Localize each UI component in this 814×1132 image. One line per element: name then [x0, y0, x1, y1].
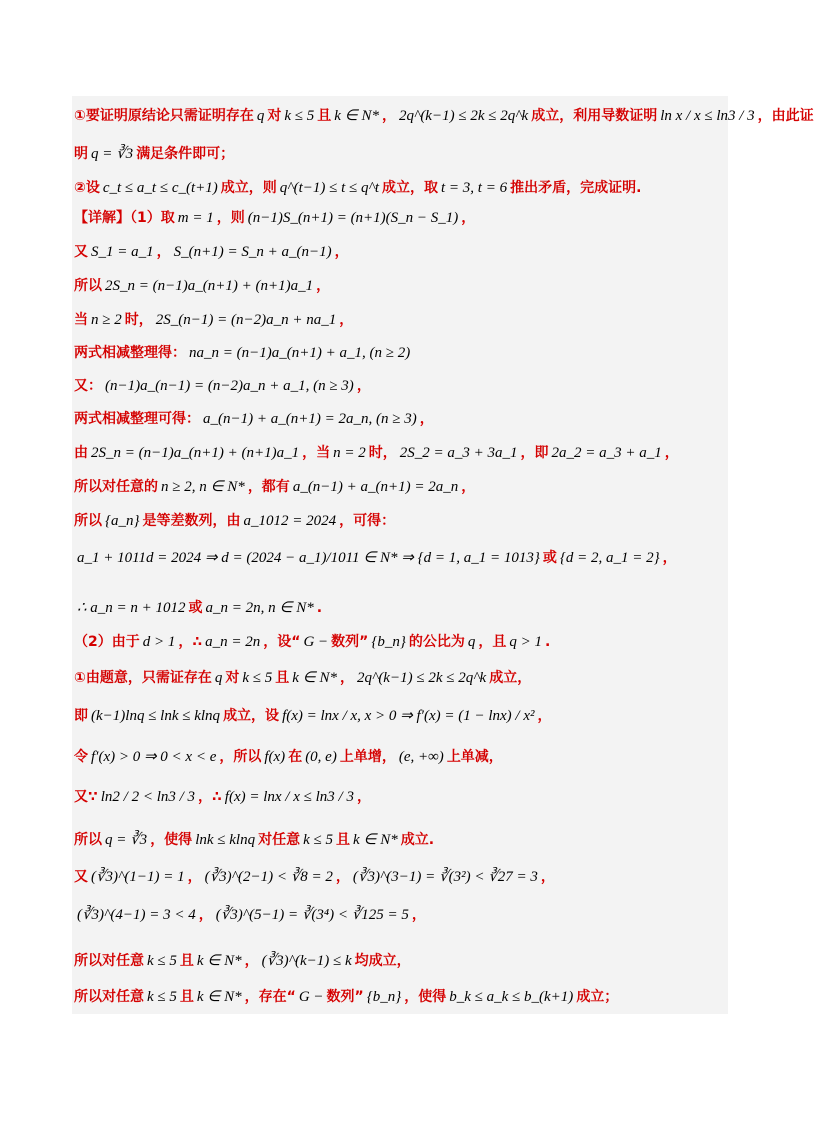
math-segment: k ≤ 5: [303, 832, 333, 848]
text-segment: ，: [339, 312, 354, 328]
text-segment: ，使得: [404, 989, 447, 1005]
math-segment: k ∈ N*: [292, 670, 337, 686]
math-segment: {a_n}: [105, 513, 140, 529]
text-segment: ，所以: [219, 749, 262, 765]
math-segment: q = ∛3: [105, 832, 148, 848]
text-segment: ，存在“: [244, 989, 296, 1005]
solution-line: [74, 376, 371, 396]
solution-line: [74, 867, 555, 887]
solution-line: [74, 343, 413, 363]
text-segment: 时，: [124, 312, 153, 328]
text-segment: 且: [317, 108, 332, 124]
math-segment: f(x) = lnx / x, x > 0 ⇒ f′(x) = (1 − lnx) / x²: [282, 708, 535, 724]
math-segment: f′(x) > 0 ⇒ 0 < x < e: [91, 749, 217, 765]
math-segment: (∛3)^(k−1) ≤ k: [261, 953, 352, 969]
text-segment: 是等差数列，由: [142, 513, 241, 529]
text-segment: 上单减，: [446, 749, 503, 765]
math-segment: q: [467, 634, 476, 650]
solution-line: [74, 598, 322, 618]
text-segment: 两式相减整理可得：: [74, 411, 200, 427]
text-segment: 成立，利用导数证明: [531, 108, 658, 124]
text-segment: ，: [540, 869, 555, 885]
math-segment: G −: [298, 989, 324, 1005]
math-segment: (k−1)lnq ≤ lnk ≤ klnq: [91, 708, 221, 724]
text-segment: ，: [334, 244, 349, 260]
math-segment: k ∈ N*: [196, 953, 242, 969]
text-segment: ，: [356, 378, 371, 394]
math-segment: a_1 + 1011d = 2024 ⇒ d = (2024 − a_1)/1011 ∈ N* ⇒ {d = 1, a_1 = 1013}: [77, 550, 540, 566]
solution-line: [74, 409, 434, 429]
text-segment: 由: [74, 445, 88, 461]
solution-line: [74, 310, 353, 330]
solution-line: [74, 144, 234, 164]
math-segment: b_k ≤ a_k ≤ b_(k+1): [449, 989, 574, 1005]
solution-line: [74, 987, 618, 1007]
math-segment: q: [256, 108, 265, 124]
math-segment: G −: [303, 634, 329, 650]
solution-line: [74, 548, 677, 568]
text-segment: 满足条件即可；: [136, 146, 235, 162]
math-segment: k ≤ 5: [147, 989, 177, 1005]
math-segment: 2S_n = (n−1)a_(n+1) + (n+1)a_1: [105, 278, 314, 294]
math-segment: a_1012 = 2024: [243, 513, 337, 529]
text-segment: 成立，设: [223, 708, 280, 724]
text-segment: ，∴: [178, 634, 203, 650]
text-segment: 且: [335, 832, 350, 848]
math-segment: a_(n−1) + a_(n+1) = 2a_n, (n ≥ 3): [203, 411, 417, 427]
math-segment: lnk ≤ klnq: [195, 832, 256, 848]
math-segment: q^(t−1) ≤ t ≤ q^t: [279, 180, 380, 196]
text-segment: 明: [74, 146, 88, 162]
math-segment: (n−1)a_(n−1) = (n−2)a_n + a_1, (n ≥ 3): [105, 378, 354, 394]
text-segment: 均成立，: [354, 953, 411, 969]
solution-line: [74, 830, 434, 850]
text-segment: 又: [74, 244, 88, 260]
math-segment: m = 1: [177, 210, 214, 226]
text-segment: 数列”: [331, 634, 369, 650]
text-segment: 成立，: [489, 670, 532, 686]
text-segment: ，使得: [150, 832, 193, 848]
text-segment: ，即: [520, 445, 549, 461]
math-segment: f(x) = lnx / x ≤ ln3 / 3: [224, 789, 354, 805]
text-segment: ，: [339, 670, 354, 686]
math-segment: a_n = 2n: [205, 634, 261, 650]
math-segment: (∛3)^(2−1) < ∛8 = 2: [204, 869, 333, 885]
text-segment: ，: [244, 953, 259, 969]
math-segment: f(x): [264, 749, 286, 765]
math-segment: k ∈ N*: [334, 108, 379, 124]
text-segment: ，: [356, 789, 371, 805]
text-segment: ，: [662, 550, 677, 566]
text-segment: 成立.: [400, 832, 435, 848]
math-segment: 2S_2 = a_3 + 3a_1: [399, 445, 518, 461]
math-segment: (∛3)^(4−1) = 3 < 4: [77, 907, 196, 923]
text-segment: ，设“: [263, 634, 301, 650]
solution-line: [74, 951, 411, 971]
math-segment: 2a_2 = a_3 + a_1: [551, 445, 662, 461]
math-segment: a_(n−1) + a_(n+1) = 2a_n: [292, 479, 459, 495]
text-segment: .: [545, 634, 551, 650]
solution-line: [74, 208, 475, 228]
text-segment: 所以: [74, 278, 102, 294]
math-segment: (0, e): [305, 749, 337, 765]
text-segment: ，当: [302, 445, 331, 461]
text-segment: 令: [74, 749, 88, 765]
math-segment: {b_n}: [371, 634, 406, 650]
text-segment: 或: [188, 600, 203, 616]
math-segment: (n−1)S_(n+1) = (n+1)(S_n − S_1): [247, 210, 459, 226]
text-segment: ①由题意，只需证存在: [74, 670, 212, 686]
math-segment: n = 2: [333, 445, 366, 461]
text-segment: ，: [411, 907, 426, 923]
text-segment: ，: [381, 108, 396, 124]
math-segment: k ≤ 5: [147, 953, 177, 969]
solution-line: [74, 477, 475, 497]
math-segment: 2S_n = (n−1)a_(n+1) + (n+1)a_1: [91, 445, 300, 461]
text-segment: ，∴: [198, 789, 222, 805]
text-segment: 所以对任意: [74, 989, 144, 1005]
text-segment: ，: [316, 278, 331, 294]
text-segment: 且: [179, 953, 194, 969]
text-segment: 又: [74, 869, 88, 885]
text-segment: 当: [74, 312, 88, 328]
math-segment: d > 1: [142, 634, 176, 650]
text-segment: 又∵: [74, 789, 98, 805]
text-segment: 上单增，: [339, 749, 396, 765]
text-segment: .: [316, 600, 323, 616]
text-segment: ，都有: [247, 479, 290, 495]
math-segment: ln x / x ≤ ln3 / 3: [660, 108, 755, 124]
text-segment: 或: [542, 550, 557, 566]
solution-line: [74, 106, 814, 126]
text-segment: 成立；: [576, 989, 619, 1005]
text-segment: 【详解】（1）取: [74, 210, 175, 226]
math-segment: t = 3, t = 6: [441, 180, 508, 196]
text-segment: ，: [156, 244, 171, 260]
text-segment: ②设: [74, 180, 100, 196]
math-segment: S_1 = a_1: [91, 244, 154, 260]
math-segment: (e, +∞): [398, 749, 444, 765]
math-segment: {b_n}: [366, 989, 402, 1005]
math-segment: n ≥ 2, n ∈ N*: [161, 479, 245, 495]
text-segment: ，: [664, 445, 679, 461]
text-segment: ，则: [216, 210, 245, 226]
math-segment: 2S_(n−1) = (n−2)a_n + na_1: [155, 312, 337, 328]
text-segment: 两式相减整理得：: [74, 345, 186, 361]
text-segment: 成立，取: [382, 180, 439, 196]
solution-line: [74, 905, 426, 925]
solution-line: [74, 178, 641, 198]
text-segment: 所以对任意的: [74, 479, 158, 495]
text-segment: 数列”: [326, 989, 364, 1005]
math-segment: na_n = (n−1)a_(n+1) + a_1, (n ≥ 2): [189, 345, 411, 361]
text-segment: 所以对任意: [74, 953, 144, 969]
math-segment: k ∈ N*: [352, 832, 398, 848]
text-segment: 对任意: [258, 832, 301, 848]
math-segment: 2q^(k−1) ≤ 2k ≤ 2q^k: [398, 108, 529, 124]
math-segment: (∛3)^(3−1) = ∛(3²) < ∛27 = 3: [352, 869, 538, 885]
text-segment: 推出矛盾，完成证明.: [510, 180, 642, 196]
solution-line: [74, 632, 550, 652]
math-segment: a_n = 2n, n ∈ N*: [205, 600, 314, 616]
text-segment: 又：: [74, 378, 102, 394]
text-segment: ，: [335, 869, 350, 885]
text-segment: 成立，则: [220, 180, 277, 196]
solution-line: [74, 706, 551, 726]
text-segment: （2）由于: [74, 634, 140, 650]
text-segment: ，: [198, 907, 213, 923]
text-segment: 所以: [74, 513, 102, 529]
text-segment: ，: [461, 210, 476, 226]
math-segment: q = ∛3: [91, 146, 134, 162]
math-segment: q > 1: [509, 634, 542, 650]
text-segment: 时，: [368, 445, 397, 461]
solution-line: [74, 276, 330, 296]
math-segment: (∛3)^(1−1) = 1: [91, 869, 185, 885]
text-segment: ，由此证: [757, 108, 814, 124]
text-segment: ，且: [478, 634, 507, 650]
text-segment: ，可得：: [339, 513, 396, 529]
math-segment: 2q^(k−1) ≤ 2k ≤ 2q^k: [356, 670, 487, 686]
solution-line: [74, 787, 371, 807]
math-segment: (∛3)^(5−1) = ∛(3⁴) < ∛125 = 5: [215, 907, 409, 923]
text-segment: 对: [225, 670, 240, 686]
text-segment: ，: [419, 411, 434, 427]
math-segment: k ∈ N*: [196, 989, 242, 1005]
math-segment: ln2 / 2 < ln3 / 3: [100, 789, 196, 805]
math-segment: q: [214, 670, 223, 686]
math-segment: n ≥ 2: [91, 312, 122, 328]
text-segment: ①要证明原结论只需证明存在: [74, 108, 254, 124]
text-segment: 对: [267, 108, 282, 124]
math-segment: S_(n+1) = S_n + a_(n−1): [173, 244, 332, 260]
math-segment: c_t ≤ a_t ≤ c_(t+1): [102, 180, 218, 196]
solution-line: [74, 242, 349, 262]
text-segment: 且: [179, 989, 194, 1005]
text-segment: 在: [288, 749, 303, 765]
text-segment: 的公比为: [408, 634, 465, 650]
solution-line: [74, 668, 531, 688]
text-segment: 且: [275, 670, 290, 686]
math-segment: k ≤ 5: [242, 670, 273, 686]
text-segment: ，: [537, 708, 552, 724]
solution-line: [74, 443, 679, 463]
text-segment: ，: [187, 869, 202, 885]
math-segment: {d = 2, a_1 = 2}: [559, 550, 660, 566]
text-segment: ，: [461, 479, 476, 495]
math-segment: ∴ a_n = n + 1012: [77, 600, 186, 616]
solution-line: [74, 511, 395, 531]
solution-line: [74, 747, 503, 767]
math-segment: k ≤ 5: [284, 108, 315, 124]
text-segment: 即: [74, 708, 88, 724]
text-segment: 所以: [74, 832, 102, 848]
